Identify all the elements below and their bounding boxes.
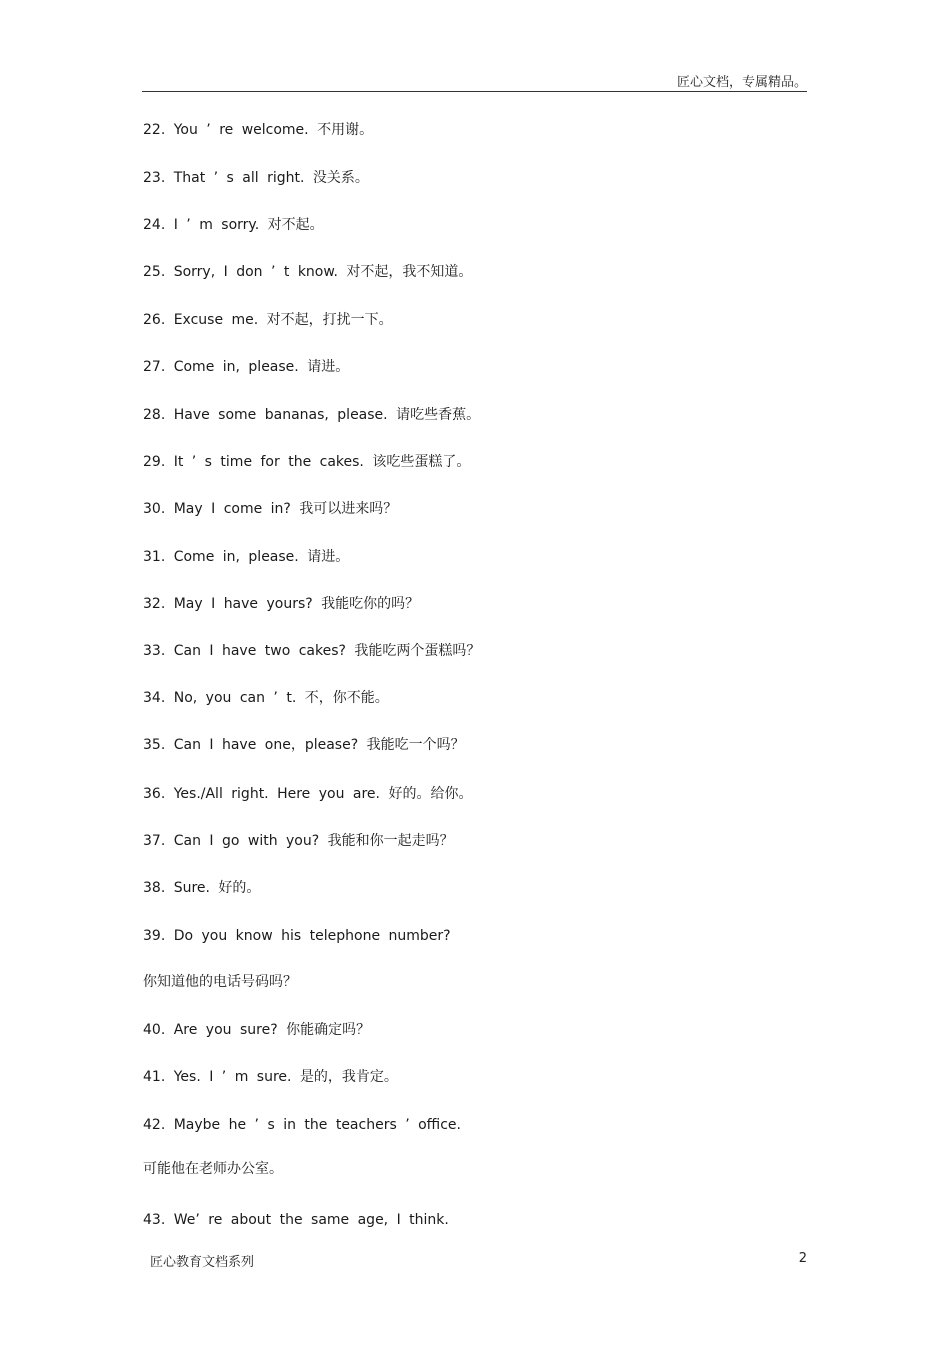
text-line: 42. Maybe he ’ s in the teachers ’ office.	[143, 1117, 461, 1133]
footer-series-label: 匠心教育文档系列	[150, 1255, 255, 1270]
text-line: 24. I ’ m sorry. 对不起。	[143, 217, 324, 233]
text-line: 37. Can I go with you? 我能和你一起走吗？	[143, 833, 454, 849]
text-line: 33. Can I have two cakes? 我能吃两个蛋糕吗？	[143, 643, 481, 659]
text-line: 31. Come in, please. 请进。	[143, 549, 350, 565]
text-line: 30. May I come in? 我可以进来吗？	[143, 501, 398, 517]
header-divider	[142, 91, 807, 92]
text-line: 41. Yes. I ’ m sure. 是的，我肯定。	[143, 1069, 398, 1085]
text-line: 39. Do you know his telephone number?	[143, 928, 451, 944]
text-line: 32. May I have yours? 我能吃你的吗？	[143, 596, 420, 612]
page-number: 2	[798, 1251, 807, 1266]
text-line: 可能他在老师办公室。	[143, 1161, 283, 1177]
text-line: 你知道他的电话号码吗？	[143, 974, 297, 990]
page-header-text: 匠心文档，专属精品。	[676, 75, 807, 90]
text-line: 29. It ’ s time for the cakes. 该吃些蛋糕了。	[143, 454, 471, 470]
text-line: 28. Have some bananas, please. 请吃些香蕉。	[143, 407, 481, 423]
text-line: 38. Sure. 好的。	[143, 880, 261, 896]
text-line: 35. Can I have one，please? 我能吃一个吗？	[143, 737, 465, 753]
text-line: 23. That ’ s all right. 没关系。	[143, 170, 369, 186]
text-line: 34. No, you can ’ t. 不，你不能。	[143, 690, 389, 706]
text-line: 43. We’ re about the same age, I think.	[143, 1212, 449, 1228]
text-line: 22. You ’ re welcome. 不用谢。	[143, 122, 374, 138]
text-line: 25. Sorry, I don ’ t know. 对不起，我不知道。	[143, 264, 473, 280]
text-line: 36. Yes./All right. Here you are. 好的。给你。	[143, 786, 473, 802]
text-line: 27. Come in, please. 请进。	[143, 359, 350, 375]
text-line: 26. Excuse me. 对不起，打扰一下。	[143, 312, 393, 328]
text-line: 40. Are you sure? 你能确定吗？	[143, 1022, 371, 1038]
